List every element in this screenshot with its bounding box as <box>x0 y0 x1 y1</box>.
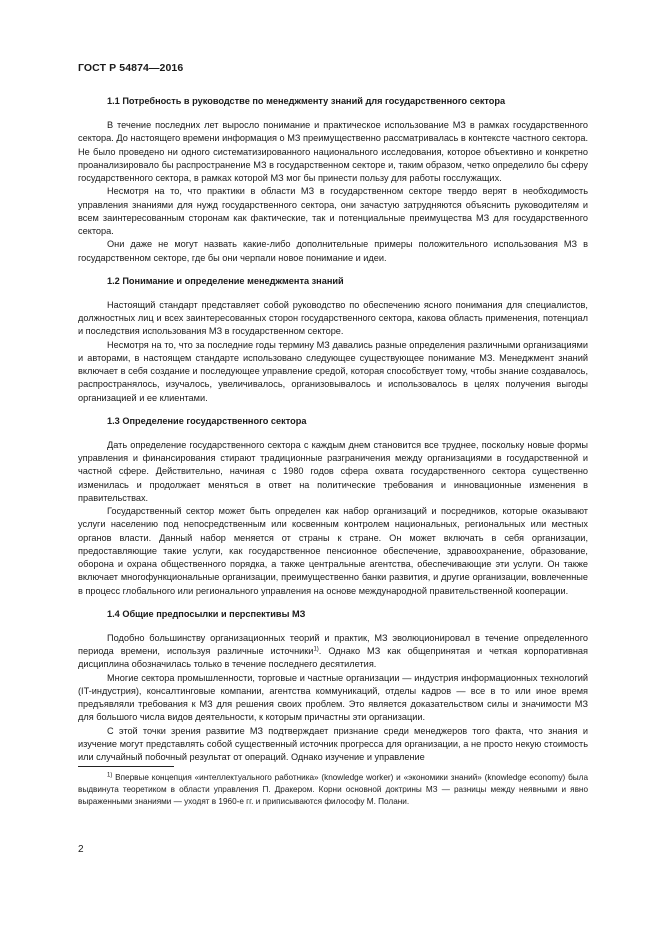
paragraph: Государственный сектор может быть определен как набор организаций и посредников, которые оказывают услуги населению под непосредственным или косвенным контролем национальных, региональных или местных органов власти. Данный набор меняется от страны к стране. Он может включать в себя организации, предоставляющие такие услуги, как государственное пенсионное обеспечение, здравоохранение, образование, оборона и охрана общественного порядка, а также центральные агентства, обеспечивающие эти услуги. Он также включает многофункциональные организации, преимущественно банки развития, и другие организации, вовлеченные в процесс глобального или регионального управления на основе международной правительственной кооперации. <box>78 506 588 596</box>
document-body <box>78 95 588 774</box>
paragraph: С этой точки зрения развитие МЗ подтверждает признание среди менеджеров того факта, что знания и изучение могут представлять собой существенный источник прогресса для организации, а не просто некую стоимость или случайный побочный результат от операций. Однако изучение и управление <box>78 725 588 762</box>
paragraph <box>78 632 588 672</box>
section-1-3 <box>78 415 588 598</box>
paragraph: Несмотря на то, что практики в области МЗ в государственном секторе твердо верят в необходимость управления знаниями для нужд государственного сектора, они зачастую затрудняются объяснить руководителям и всем заинтересованным сторонам как фактические, так и потенциальные преимущества МЗ для государственного сектора. <box>78 186 588 236</box>
page-number: 2 <box>78 844 84 855</box>
footnote-marker: 1) <box>107 772 113 779</box>
paragraph: Настоящий стандарт представляет собой руководство по обеспечению ясного понимания для специалистов, должностных лиц и всех заинтересованных сторон государственного сектора, какова область применения, потенциал и последствия использования МЗ в государственном секторе. <box>78 299 588 337</box>
section-heading: 1.4 Общие предпосылки и перспективы МЗ <box>107 608 306 619</box>
paragraph-text: . Однако МЗ как общепринятая и четкая корпоративная дисциплина обозначилась только в течение последнего десятилетия. <box>78 646 588 670</box>
section-1-4 <box>78 608 588 765</box>
paragraph: Несмотря на то, что за последние годы термину МЗ давались разные определения различными организациями и авторами, в настоящем стандарте использовано следующее существующее понимание МЗ. Менеджмент знаний включает в себя создание и последующее управление средой, которая способствует тому, чтобы знание создавалось, распространялось, изучалось, увеличивалось, организовывалось и использовалось в целях получения выгоды организацией и ее клиентами. <box>78 339 588 403</box>
paragraph: Многие сектора промышленности, торговые и частные организации — индустрия информационных технологий (IT-индустрия), консалтинговые компании, агентства коммуникаций, отделы кадров — все в то или иное время предъявляли требования к МЗ для решения своих проблем. Это является доказательством силы и значимости МЗ для большого числа видов деятельности, к которым причастны эти организации. <box>78 672 588 723</box>
section-heading: 1.3 Определение государственного сектора <box>107 415 307 426</box>
footnote-body: Впервые концепция «интеллектуального работника» (knowledge worker) и «экономики знаний» (knowledge economy) была выдвинута теоретиком в области управления П. Дракером. Корни основной доктрины МЗ — разницы между неявными и явно выраженными знаниями — уходят в 1960-е гг. и приписываются философу М. Полани. <box>78 773 588 806</box>
paragraph: Они даже не могут назвать какие-либо дополнительные примеры положительного использования МЗ в государственном секторе, где бы они черпали новое понимание и идеи. <box>78 239 588 263</box>
section-heading: 1.1 Потребность в руководстве по менеджменту знаний для государственного сектора <box>107 96 506 106</box>
paragraph: Дать определение государственного сектора с каждым днем становится все труднее, поскольку новые формы управления и финансирования стирают традиционные разграничения между организациями в государственной и частной сфере. Действительно, начиная с 1980 годов сфера охвата государственного сектора существенно изменилась и продолжает меняться в ответ на политические требования и инновационные изменения в правительствах. <box>78 439 588 503</box>
paragraph: В течение последних лет выросло понимание и практическое использование МЗ в рамках государственного сектора. До настоящего времени информация о МЗ преимущественно рассматривалась в контексте частного сектора. Не было проведено ни одного систематизированного национального исследования, которое объективно и конкретно проанализировало бы распространение МЗ в государственном секторе и, таким образом, четко определило бы сферу государственного сектора, в рамках которой МЗ мог бы принести пользу для работы госслужащих. <box>78 120 588 183</box>
document-id: ГОСТ Р 54874—2016 <box>78 62 184 74</box>
footnote-text <box>78 772 588 808</box>
footnote-reference[interactable]: 1) <box>313 646 319 653</box>
section-heading: 1.2 Понимание и определение менеджмента знаний <box>107 275 344 286</box>
section-1-1 <box>78 95 588 265</box>
paragraph-text: Подобно большинству организационных теорий и практик, МЗ эволюционировал в течение определенного периода времени, используя различные источники <box>78 632 588 656</box>
footnote-divider <box>78 766 174 767</box>
section-1-2 <box>78 275 588 405</box>
footnote <box>78 772 588 808</box>
